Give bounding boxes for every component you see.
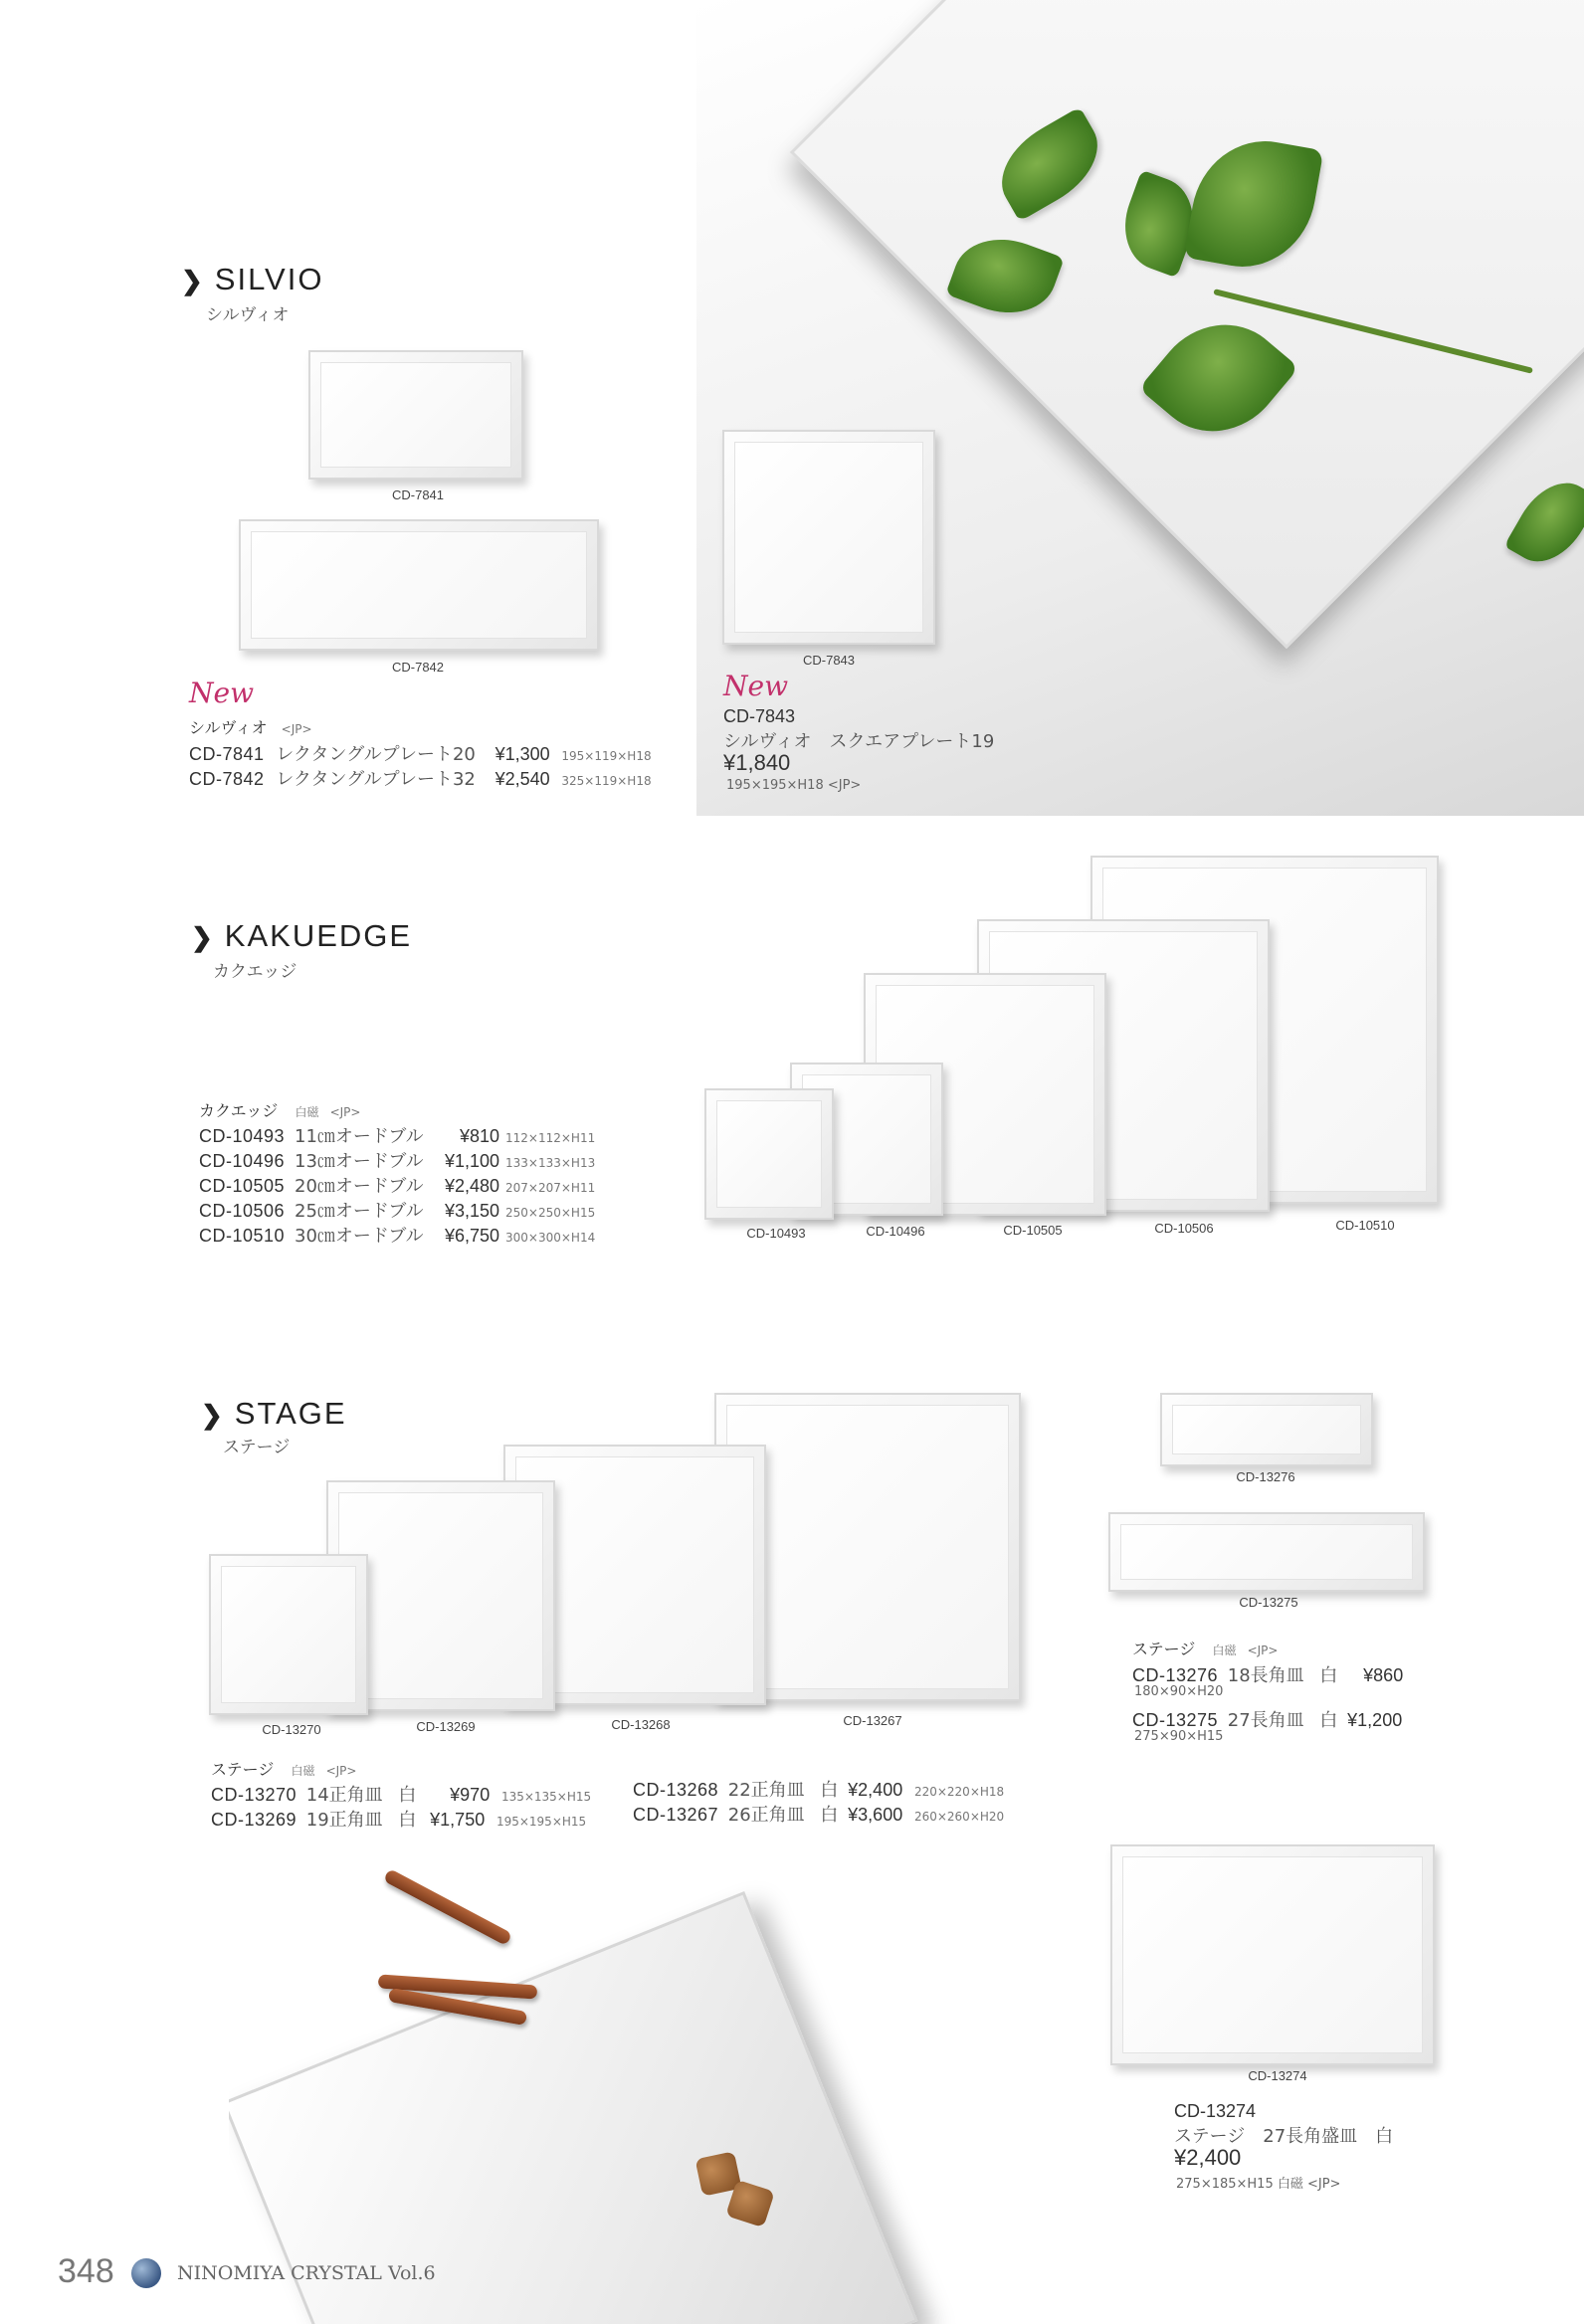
product-label: CD-13274	[1248, 2068, 1307, 2083]
product-label: CD-10496	[866, 1224, 925, 1239]
product-dims: 275×185×H15 白磁 <JP>	[1176, 2177, 1341, 2192]
product-line: CD-10496 13㎝オードブル ¥1,100 133×133×H13	[199, 1151, 596, 1172]
product-image-cd-13276	[1160, 1393, 1373, 1466]
page-number: 348	[58, 2252, 114, 2290]
product-group-name: シルヴィオ <JP>	[189, 718, 312, 737]
product-group-name: ステージ 白磁 <JP>	[211, 1760, 357, 1779]
chevron-right-icon: ❯	[181, 266, 205, 295]
product-group-name: ステージ 白磁 <JP>	[1132, 1640, 1279, 1658]
photo-plate-cinnamon	[229, 1870, 1065, 2324]
product-label: CD-13269	[416, 1719, 476, 1734]
chevron-right-icon: ❯	[201, 1400, 225, 1430]
product-dims: 195×195×H18 <JP>	[726, 778, 862, 793]
globe-icon	[131, 2258, 161, 2288]
product-label: CD-10506	[1154, 1221, 1214, 1236]
product-image-cd-13275	[1108, 1512, 1425, 1592]
product-code: CD-13274	[1174, 2101, 1257, 2121]
product-line: CD-10493 11㎝オードブル ¥810 112×112×H11	[199, 1126, 596, 1147]
product-label: CD-13275	[1239, 1595, 1298, 1610]
product-line: CD-7842 レクタングルプレート32 ¥2,540 325×119×H18	[189, 769, 652, 790]
product-line: CD-7841 レクタングルプレート20 ¥1,300 195×119×H18	[189, 744, 652, 765]
product-line: CD-10506 25㎝オードブル ¥3,150 250×250×H15	[199, 1201, 596, 1222]
product-label: CD-10493	[746, 1226, 806, 1241]
product-line: CD-10510 30㎝オードブル ¥6,750 300×300×H14	[199, 1226, 596, 1247]
product-label: CD-7842	[391, 660, 445, 675]
hero-photo-mint-plate	[696, 0, 1584, 816]
product-image-cd-7843	[722, 430, 935, 645]
product-line: CD-13275 27長角皿 白 ¥1,200	[1132, 1710, 1403, 1731]
section-subtitle-stage: ステージ	[223, 1438, 291, 1457]
section-subtitle-silvio: シルヴィオ	[206, 305, 290, 325]
brand-name: NINOMIYA CRYSTAL Vol.6	[177, 2262, 436, 2284]
section-title-kakuedge: ❯ KAKUEDGE	[191, 918, 413, 953]
product-price: ¥2,400	[1174, 2145, 1242, 2170]
product-name: シルヴィオ スクエアプレート19	[723, 731, 995, 752]
product-line: CD-10505 20㎝オードブル ¥2,480 207×207×H11	[199, 1176, 596, 1197]
product-label: CD-10505	[1003, 1223, 1063, 1238]
product-line: CD-13269 19正角皿 白 ¥1,750 195×195×H15	[211, 1810, 587, 1831]
product-name: ステージ 27長角盛皿 白	[1174, 2126, 1394, 2147]
product-line: CD-13270 14正角皿 白 ¥970 135×135×H15	[211, 1785, 592, 1806]
cinnamon-stick	[383, 1870, 512, 1946]
section-subtitle-kakuedge: カクエッジ	[213, 962, 297, 982]
product-group-name: カクエッジ 白磁 <JP>	[199, 1101, 361, 1120]
product-dims: 275×90×H15	[1134, 1729, 1224, 1744]
product-image-cd-7842	[239, 519, 599, 651]
product-image-cd-7841	[308, 350, 523, 480]
product-label: CD-7841	[391, 487, 445, 502]
product-image-cd-13274	[1110, 1844, 1435, 2065]
product-line: CD-13276 18長角皿 白 ¥860	[1132, 1665, 1404, 1686]
product-label: CD-13267	[843, 1713, 902, 1728]
new-badge: New	[723, 670, 789, 702]
product-line: CD-13268 22正角皿 白 ¥2,400 220×220×H18	[633, 1780, 1005, 1801]
section-title-silvio: ❯ SILVIO	[181, 262, 324, 296]
product-label: CD-13268	[611, 1717, 671, 1732]
product-image-cd-10493	[704, 1088, 834, 1220]
product-price: ¥1,840	[723, 750, 791, 775]
product-label: CD-10510	[1335, 1218, 1395, 1233]
new-badge: New	[189, 677, 255, 709]
product-code: CD-7843	[723, 706, 796, 726]
section-title-stage: ❯ STAGE	[201, 1396, 347, 1431]
product-label: CD-13270	[262, 1722, 321, 1737]
product-line: CD-13267 26正角皿 白 ¥3,600 260×260×H20	[633, 1805, 1005, 1826]
photo-plate	[229, 1891, 918, 2324]
product-label: CD-7843	[802, 653, 856, 668]
product-image-cd-13270	[209, 1554, 368, 1715]
chevron-right-icon: ❯	[191, 922, 215, 952]
product-dims: 180×90×H20	[1134, 1684, 1224, 1699]
product-label: CD-13276	[1236, 1469, 1295, 1484]
